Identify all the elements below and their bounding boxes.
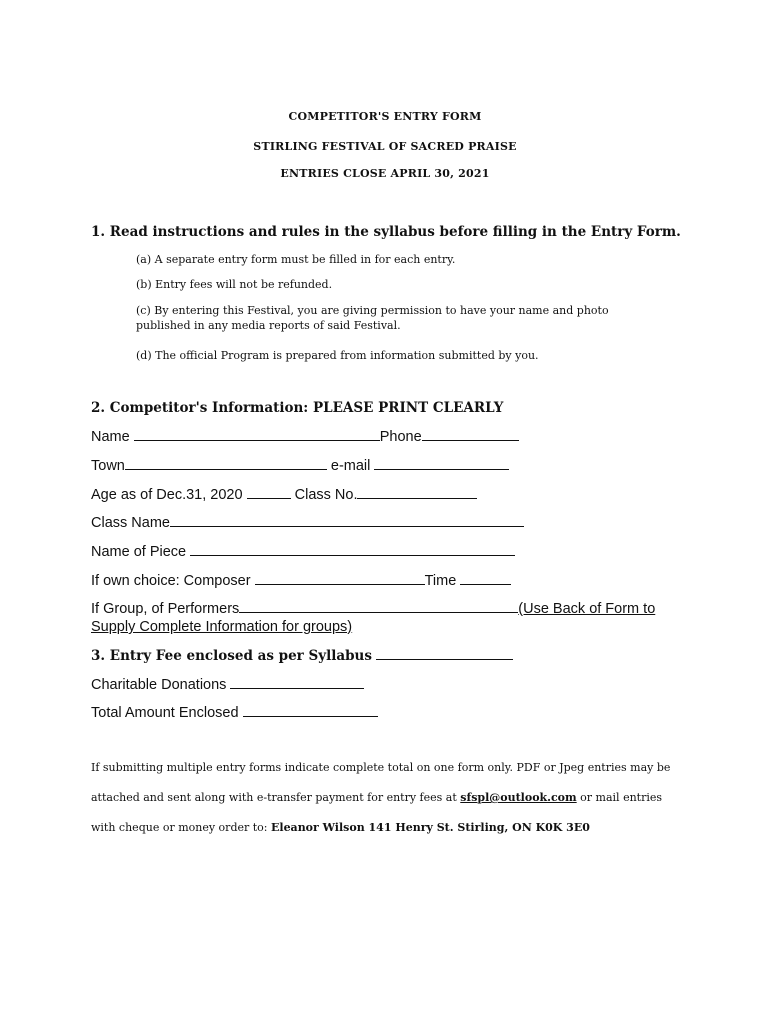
email-label: e-mail (330, 458, 371, 474)
name-phone-row (91, 428, 519, 445)
composer-label: If own choice: Composer (91, 573, 251, 589)
note-d: (d) The official Program is prepared from information submitted by you. (136, 349, 539, 362)
total-label: Total Amount Enclosed (91, 705, 239, 721)
donations-row (91, 676, 364, 693)
footer-line3-a: with cheque or money order to: (91, 821, 268, 834)
contact-email-link[interactable]: sfspl@outlook.com (460, 791, 577, 804)
piece-label: Name of Piece (91, 544, 187, 560)
time-field[interactable] (460, 572, 511, 585)
footer-line2-b: or mail entries (580, 791, 663, 804)
town-email-row (91, 457, 509, 474)
class-no-label: Class No. (294, 487, 358, 503)
footer-line3 (91, 821, 590, 834)
class-no-field[interactable] (357, 486, 477, 499)
phone-field[interactable] (422, 428, 519, 441)
age-class-row (91, 486, 477, 503)
festival-name: STIRLING FESTIVAL OF SACRED PRAISE (253, 140, 517, 153)
piece-field[interactable] (190, 543, 515, 556)
time-label: Time (424, 573, 457, 589)
note-c-line2: published in any media reports of said Festival. (136, 319, 401, 332)
entry-fee-row (91, 647, 513, 664)
group-note-2: Supply Complete Information for groups) (91, 619, 353, 635)
age-field[interactable] (247, 486, 291, 499)
donations-label: Charitable Donations (91, 677, 227, 693)
deadline-text: ENTRIES CLOSE APRIL 30, 2021 (280, 167, 490, 180)
group-label: If Group, of Performers (91, 601, 240, 617)
total-field[interactable] (243, 704, 378, 717)
town-label: Town (91, 458, 125, 474)
class-name-field[interactable] (170, 514, 524, 527)
town-field[interactable] (125, 457, 327, 470)
email-field[interactable] (374, 457, 509, 470)
footer-line1: If submitting multiple entry forms indicate complete total on one form only. PDF or Jpeg entries may be (91, 761, 671, 774)
note-a: (a) A separate entry form must be filled in for each entry. (136, 253, 456, 266)
name-field[interactable] (134, 428, 380, 441)
class-name-label: Class Name (91, 515, 170, 531)
footer-line2-a: attached and sent along with e-transfer payment for entry fees at (91, 791, 457, 804)
entry-fee-field[interactable] (376, 647, 513, 660)
section2-heading: 2. Competitor's Information: PLEASE PRINT CLEARLY (91, 400, 504, 416)
name-label: Name (91, 429, 130, 445)
donations-field[interactable] (230, 676, 364, 689)
group-row (91, 600, 655, 617)
section1-heading: 1. Read instructions and rules in the syllabus before filling in the Entry Form. (91, 224, 681, 240)
group-note-1: (Use Back of Form to (518, 601, 656, 617)
footer-line2 (91, 791, 662, 804)
section3-heading: 3. Entry Fee enclosed as per Syllabus (91, 648, 372, 664)
note-c-line1: (c) By entering this Festival, you are giving permission to have your name and photo (136, 304, 609, 317)
piece-row (91, 543, 515, 560)
composer-field[interactable] (255, 572, 425, 585)
total-row (91, 704, 378, 721)
age-label: Age as of Dec.31, 2020 (91, 487, 243, 503)
group-field[interactable] (239, 600, 518, 613)
form-title: COMPETITOR'S ENTRY FORM (288, 110, 482, 123)
phone-label: Phone (379, 429, 422, 445)
class-name-row (91, 514, 524, 531)
composer-time-row (91, 572, 511, 589)
note-b: (b) Entry fees will not be refunded. (136, 278, 333, 291)
mailing-address: Eleanor Wilson 141 Henry St. Stirling, ON K0K 3E0 (271, 821, 590, 834)
